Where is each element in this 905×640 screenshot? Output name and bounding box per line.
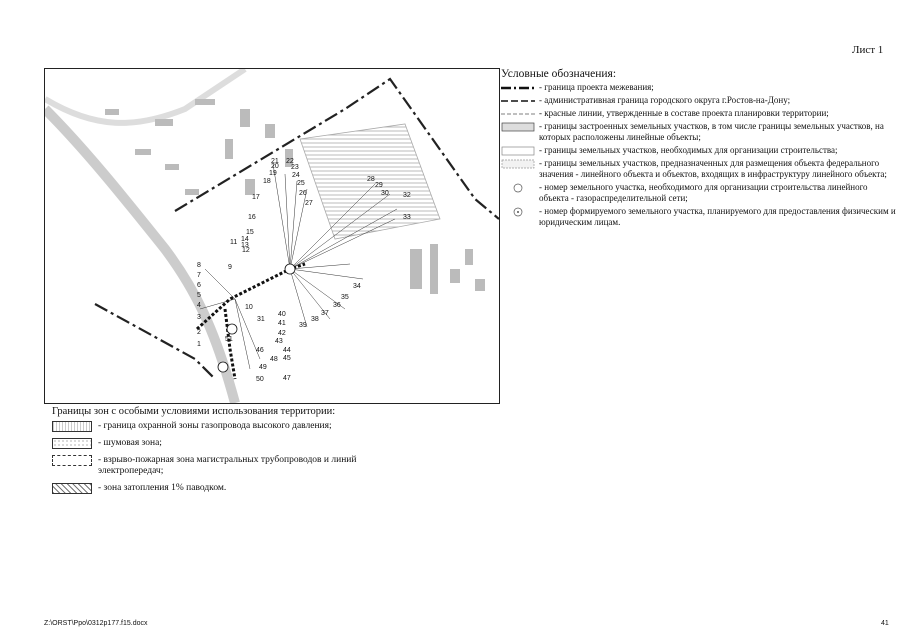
legend-item xyxy=(501,182,896,204)
parcel-number-label: 15 xyxy=(246,229,254,236)
parcel-number-label: 39 xyxy=(299,322,307,329)
parcel-number-label: 13 xyxy=(241,242,249,249)
zone-item-text: - зона затопления 1% паводком. xyxy=(98,483,227,493)
zones-legend xyxy=(52,406,382,500)
zone-symbol-icon xyxy=(52,421,92,432)
parcel-number-label: 43 xyxy=(275,338,283,345)
legend-item xyxy=(501,121,896,143)
parcel-number-label: 31 xyxy=(257,316,265,323)
legend-item-text: - граница проекта межевания; xyxy=(539,82,654,92)
parcel-number-label: 11 xyxy=(230,239,238,246)
parcel-number-label: 3 xyxy=(197,314,201,321)
zone-symbol-icon xyxy=(52,438,92,449)
parcel-number-label: 42 xyxy=(278,330,286,337)
parcel-number-label: 21 xyxy=(271,158,279,165)
legend-symbol-icon xyxy=(501,96,535,106)
parcel-number-label: 45 xyxy=(283,355,291,362)
parcel-number-label: 35 xyxy=(341,294,349,301)
parcel-number-label: 29 xyxy=(375,182,383,189)
parcel-number-label: 20 xyxy=(271,163,279,170)
legend xyxy=(501,69,896,230)
legend-item-text: - границы земельных участков, предназначенных для размещения объекта федерального значения - линейного объекта и объектов, входящих в инфраструктуру линейного объекта; xyxy=(539,158,887,179)
legend-item-text: - границы застроенных земельных участков, в том числе границы земельных участков, на которых расположены линейные объекты; xyxy=(539,121,884,142)
parcel-number-label: 10 xyxy=(245,304,253,311)
legend-item-text: - номер формируемого земельного участка, планируемого для предоставления физическим и юридическим лицам. xyxy=(539,206,896,227)
parcel-number-label: 17 xyxy=(252,194,260,201)
legend-item-text: - административная граница городского округа г.Ростов-на-Дону; xyxy=(539,95,791,105)
legend-symbol-icon xyxy=(501,122,535,132)
legend-item-text: - номер земельного участка, необходимого для организации строительства линейного объекта - газораспределительной сети; xyxy=(539,182,868,203)
parcel-number-label: 34 xyxy=(353,283,361,290)
sheet-label: Лист 1 xyxy=(852,44,884,56)
parcel-number-label: 2 xyxy=(197,329,201,336)
file-path: Z:\ORST\Ppo\0312p177.f15.docx xyxy=(44,620,148,627)
cadastral-map xyxy=(45,69,499,403)
parcel-number-label: 37 xyxy=(321,310,329,317)
zone-item xyxy=(52,455,382,477)
legend-symbol-icon xyxy=(501,109,535,119)
parcel-number-label: 23 xyxy=(291,164,299,171)
parcel-number-label: 18 xyxy=(263,178,271,185)
legend-item xyxy=(501,82,896,93)
parcel-number-label: 44 xyxy=(283,347,291,354)
parcel-number-label: 30 xyxy=(381,190,389,197)
parcel-number-label: 36 xyxy=(333,302,341,309)
zone-item xyxy=(52,438,382,449)
parcel-circle xyxy=(285,264,295,274)
legend-symbol-icon xyxy=(501,146,535,156)
map-frame xyxy=(44,68,500,404)
parcel-number-label: 7 xyxy=(197,272,201,279)
legend-symbol-icon xyxy=(501,207,535,217)
zone-item-text: - граница охранной зоны газопровода высокого давления; xyxy=(98,421,332,431)
parcel-number-label: 1 xyxy=(197,341,201,348)
zone-symbol-icon xyxy=(52,483,92,494)
parcel-circle xyxy=(227,324,237,334)
parcel-number-label: 24 xyxy=(292,172,300,179)
legend-item xyxy=(501,158,896,180)
parcel-circle xyxy=(218,362,228,372)
parcel-number-label: 26 xyxy=(299,190,307,197)
zone-item-text: - шумовая зона; xyxy=(98,438,162,448)
parcel-number-label: 6 xyxy=(197,282,201,289)
legend-title: Условные обозначения: xyxy=(501,68,617,80)
legend-item-text: - красные линии, утвержденные в составе проекта планировки территории; xyxy=(539,108,829,118)
zone-item-text: - взрыво-пожарная зона магистральных трубопроводов и линий электропередач; xyxy=(98,455,357,476)
parcel-number-label: 38 xyxy=(311,316,319,323)
zone-item xyxy=(52,421,382,432)
parcel-number-label: 49 xyxy=(259,364,267,371)
parcel-number-label: 41 xyxy=(278,320,286,327)
parcel-number-label: 50 xyxy=(256,376,264,383)
parcel-number-label: 16 xyxy=(248,214,256,221)
legend-symbol-icon xyxy=(501,83,535,93)
zones-title: Границы зон с особыми условиями использования территории: xyxy=(52,406,336,417)
parcel-number-label: 8 xyxy=(197,262,201,269)
parcel-number-label: 47 xyxy=(283,375,291,382)
parcel-number-label: 46 xyxy=(256,347,264,354)
parcel-number-label: 12 xyxy=(242,247,250,254)
legend-item xyxy=(501,95,896,106)
parcel-number-label: 51 xyxy=(225,336,233,343)
legend-item xyxy=(501,145,896,156)
legend-item xyxy=(501,108,896,119)
legend-symbol-icon xyxy=(501,183,535,193)
zone-symbol-icon xyxy=(52,455,92,466)
parcel-number-label: 27 xyxy=(305,200,313,207)
parcel-number-label: 32 xyxy=(403,192,411,199)
parcel-number-label: 19 xyxy=(269,170,277,177)
parcel-number-label: 22 xyxy=(286,158,294,165)
parcel-number-label: 48 xyxy=(270,356,278,363)
parcel-number-label: 40 xyxy=(278,311,286,318)
parcel-number-label: 14 xyxy=(241,236,249,243)
page-number: 41 xyxy=(881,620,889,627)
parcel-number-label: 28 xyxy=(367,176,375,183)
parcel-number-label: 33 xyxy=(403,214,411,221)
road-north xyxy=(45,69,245,123)
legend-symbol-icon xyxy=(501,159,535,169)
parcel-number-label: 25 xyxy=(297,180,305,187)
parcel-number-label: 9 xyxy=(228,264,232,271)
parcel-number-label: 4 xyxy=(197,302,201,309)
parcel-number-label: 5 xyxy=(197,292,201,299)
zone-item xyxy=(52,483,382,494)
legend-item xyxy=(501,206,896,228)
legend-item-text: - границы земельных участков, необходимых для организации строительства; xyxy=(539,145,838,155)
